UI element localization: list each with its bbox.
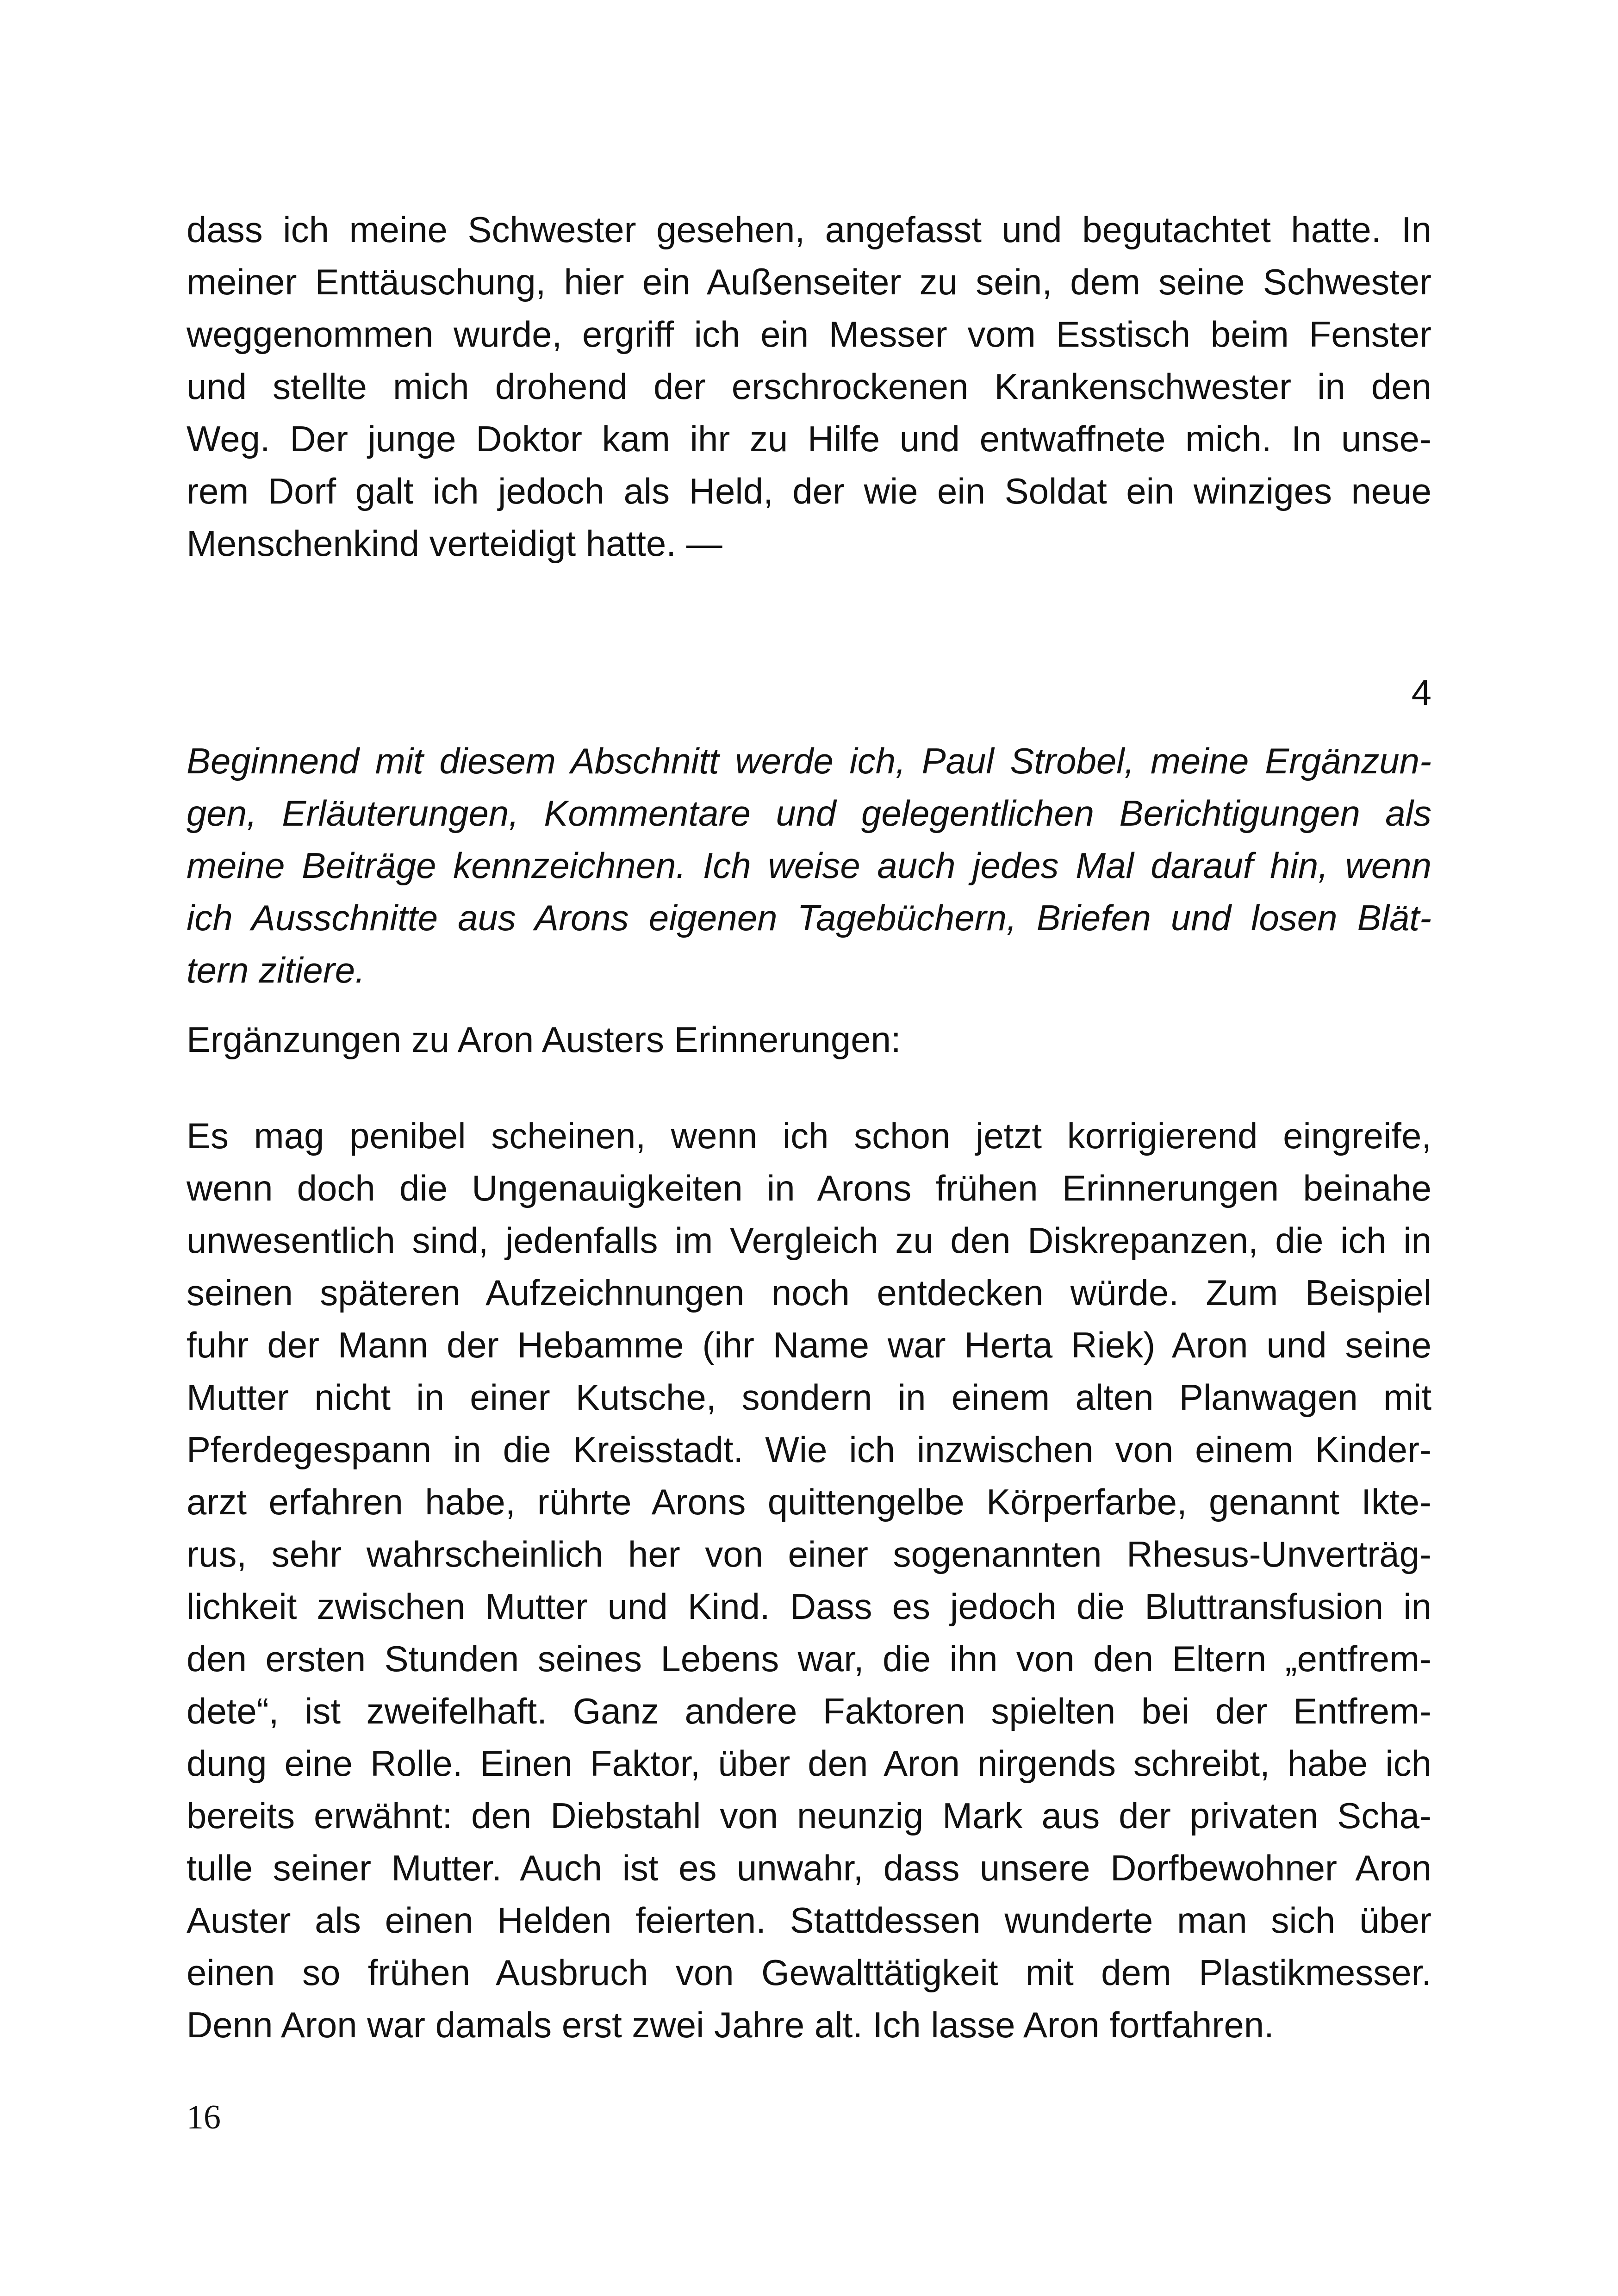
text-line: dass ich meine Schwester gesehen, angefasst und begutachtet hatte. In: [187, 209, 1431, 250]
text-line: arzt erfahren habe, rührte Arons quittengelbe Körperfarbe, genannt Ikte-: [187, 1481, 1431, 1522]
text-line: seinen späteren Aufzeichnungen noch entdecken würde. Zum Beispiel: [187, 1272, 1431, 1313]
main-paragraph: [187, 1110, 1431, 2051]
text-line: rem Dorf galt ich jedoch als Held, der wie ein Soldat ein winziges neue: [187, 471, 1431, 511]
text-line: Pferdegespann in die Kreisstadt. Wie ich inzwischen von einem Kinder-: [187, 1429, 1431, 1470]
text-line: Weg. Der junge Doktor kam ihr zu Hilfe und entwaffnete mich. In unse-: [187, 418, 1431, 459]
text-line: meiner Enttäuschung, hier ein Außenseiter zu sein, dem seine Schwester: [187, 261, 1431, 302]
text-line: tulle seiner Mutter. Auch ist es unwahr, dass unsere Dorfbewohner Aron: [187, 1848, 1431, 1888]
text-line: fuhr der Mann der Hebamme (ihr Name war Herta Riek) Aron und seine: [187, 1325, 1431, 1365]
text-line: bereits erwähnt: den Diebstahl von neunzig Mark aus der privaten Scha-: [187, 1795, 1431, 1836]
text-line: Mutter nicht in einer Kutsche, sondern in einem alten Planwagen mit: [187, 1377, 1431, 1418]
text-line: Auster als einen Helden feierten. Stattdessen wunderte man sich über: [187, 1900, 1431, 1941]
text-line: ich Ausschnitte aus Arons eigenen Tagebüchern, Briefen und losen Blät-: [187, 897, 1431, 938]
text-line: den ersten Stunden seines Lebens war, die ihn von den Eltern „entfrem-: [187, 1638, 1431, 1679]
text-line: meine Beiträge kennzeichnen. Ich weise auch jedes Mal darauf hin, wenn: [187, 845, 1431, 886]
editor-note-paragraph: [187, 735, 1431, 996]
page-number: 16: [187, 2098, 221, 2136]
text-line: einen so frühen Ausbruch von Gewalttätigkeit mit dem Plastikmesser.: [187, 1952, 1431, 1993]
text-line: rus, sehr wahrscheinlich her von einer sogenannten Rhesus-Unverträg-: [187, 1534, 1431, 1574]
text-line: weggenommen wurde, ergriff ich ein Messer vom Esstisch beim Fenster: [187, 314, 1431, 355]
section-heading: [187, 1014, 1431, 1066]
text-line: gen, Erläuterungen, Kommentare und gelegentlichen Berichtigungen als: [187, 793, 1431, 834]
text-line: dete“, ist zweifelhaft. Ganz andere Faktoren spielten bei der Entfrem-: [187, 1691, 1431, 1731]
section-number: 4: [1411, 672, 1431, 713]
text-line: Beginnend mit diesem Abschnitt werde ich, Paul Strobel, meine Ergänzun-: [187, 740, 1431, 781]
text-line: Es mag penibel scheinen, wenn ich schon jetzt korrigierend eingreife,: [187, 1115, 1431, 1156]
text-line: und stellte mich drohend der erschrockenen Krankenschwester in den: [187, 366, 1431, 407]
text-line: tern zitiere.: [187, 950, 365, 990]
text-line: wenn doch die Ungenauigkeiten in Arons frühen Erinnerungen beinahe: [187, 1168, 1431, 1208]
paragraph-continued: [187, 204, 1431, 570]
text-line: Denn Aron war damals erst zwei Jahre alt. Ich lasse Aron fortfahren.: [187, 2004, 1274, 2045]
heading-text: Ergänzungen zu Aron Austers Erinnerungen:: [187, 1019, 901, 1060]
text-line: Menschenkind verteidigt hatte. —: [187, 523, 722, 564]
text-line: dung eine Rolle. Einen Faktor, über den Aron nirgends schreibt, habe ich: [187, 1743, 1431, 1784]
text-line: unwesentlich sind, jedenfalls im Vergleich zu den Diskrepanzen, die ich in: [187, 1220, 1431, 1261]
text-line: lichkeit zwischen Mutter und Kind. Dass es jedoch die Bluttransfusion in: [187, 1586, 1431, 1627]
